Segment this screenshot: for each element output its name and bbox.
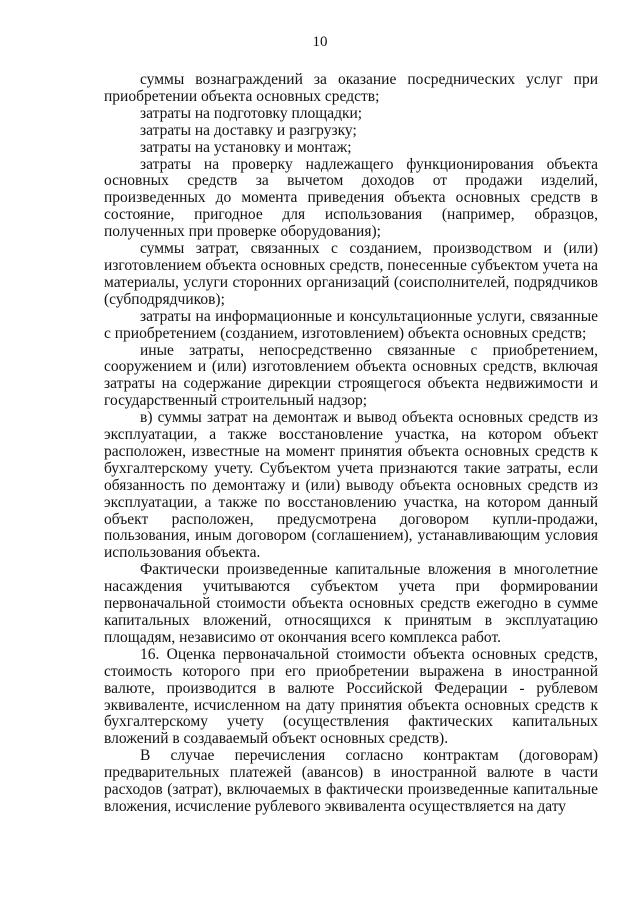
paragraph-section-16: 16. Оценка первоначальной стоимости объекта основных средств, стоимость которого при его приобретении выражена в иностранной валюте, производится в валюте Российской Федерации - рублевом эквиваленте, исчисленном на дату принятия объекта основных средств к бухгалтерскому учету (осуществления фактических капитальных вложений в создаваемый объект основных средств).: [104, 645, 598, 748]
paragraph-installation: затраты на установку и монтаж;: [140, 138, 352, 156]
paragraph-broker-fees: суммы вознаграждений за оказание посреднических услуг при приобретении объекта основных средств;: [104, 71, 598, 105]
paragraph-advance-payments: В случае перечисления согласно контрактам (договорам) предварительных платежей (авансов) в иностранной валюте в части расходов (затрат), включаемых в фактически произведенные капитальные вложения, исчисление рублевого эквивалента осуществляется на дату: [104, 747, 598, 815]
document-body: [104, 72, 598, 816]
paragraph-perennial-plantings: Фактически произведенные капитальные вложения в многолетние насаждения учитываются субъектом учета при формировании первоначальной стоимости объекта основных средств ежегодно в сумме капитальных вложений, относящихся к принятым в эксплуатацию площадям, независимо от окончания всего комплекса работ.: [104, 561, 598, 646]
paragraph-production-costs: суммы затрат, связанных с созданием, производством и (или) изготовлением объекта основных средств, понесенные субъектом учета на материалы, услуги сторонних организаций (соисполнителей, подрядчиков (субподрядчиков);: [104, 240, 598, 308]
paragraph-testing-costs: затраты на проверку надлежащего функционирования объекта основных средств за вычетом доходов от продажи изделий, произведенных до момента приведения объекта основных средств в состояние, пригодное для использования (например, образцов, полученных при проверке оборудования);: [104, 155, 598, 241]
paragraph-site-preparation: затраты на подготовку площадки;: [140, 104, 363, 122]
paragraph-dismantling-costs: в) суммы затрат на демонтаж и вывод объекта основных средств из эксплуатации, а также восстановление участка, на котором объект расположен, известные на момент принятия объекта основных средств к бухгалтерскому учету. Субъектом учета признаются такие затраты, если обязанность по демонтажу и (или) выводу объекта основных средств из эксплуатации, а также по восстановлению участка, на котором данный объект расположен, предусмотрена договором купли-продажи, пользования, иным договором (соглашением), устанавливающим условия использования объекта.: [104, 409, 598, 562]
paragraph-other-costs: иные затраты, непосредственно связанные с приобретением, сооружением и (или) изготовлением объекта основных средств, включая затраты на содержание дирекции строящегося объекта недвижимости и государственный строительный надзор;: [104, 341, 598, 410]
paragraph-consulting-costs: затраты на информационные и консультационные услуги, связанные с приобретением (созданием, изготовлением) объекта основных средств;: [104, 307, 598, 342]
paragraph-delivery: затраты на доставку и разгрузку;: [140, 121, 357, 139]
page-number: 10: [312, 34, 328, 50]
